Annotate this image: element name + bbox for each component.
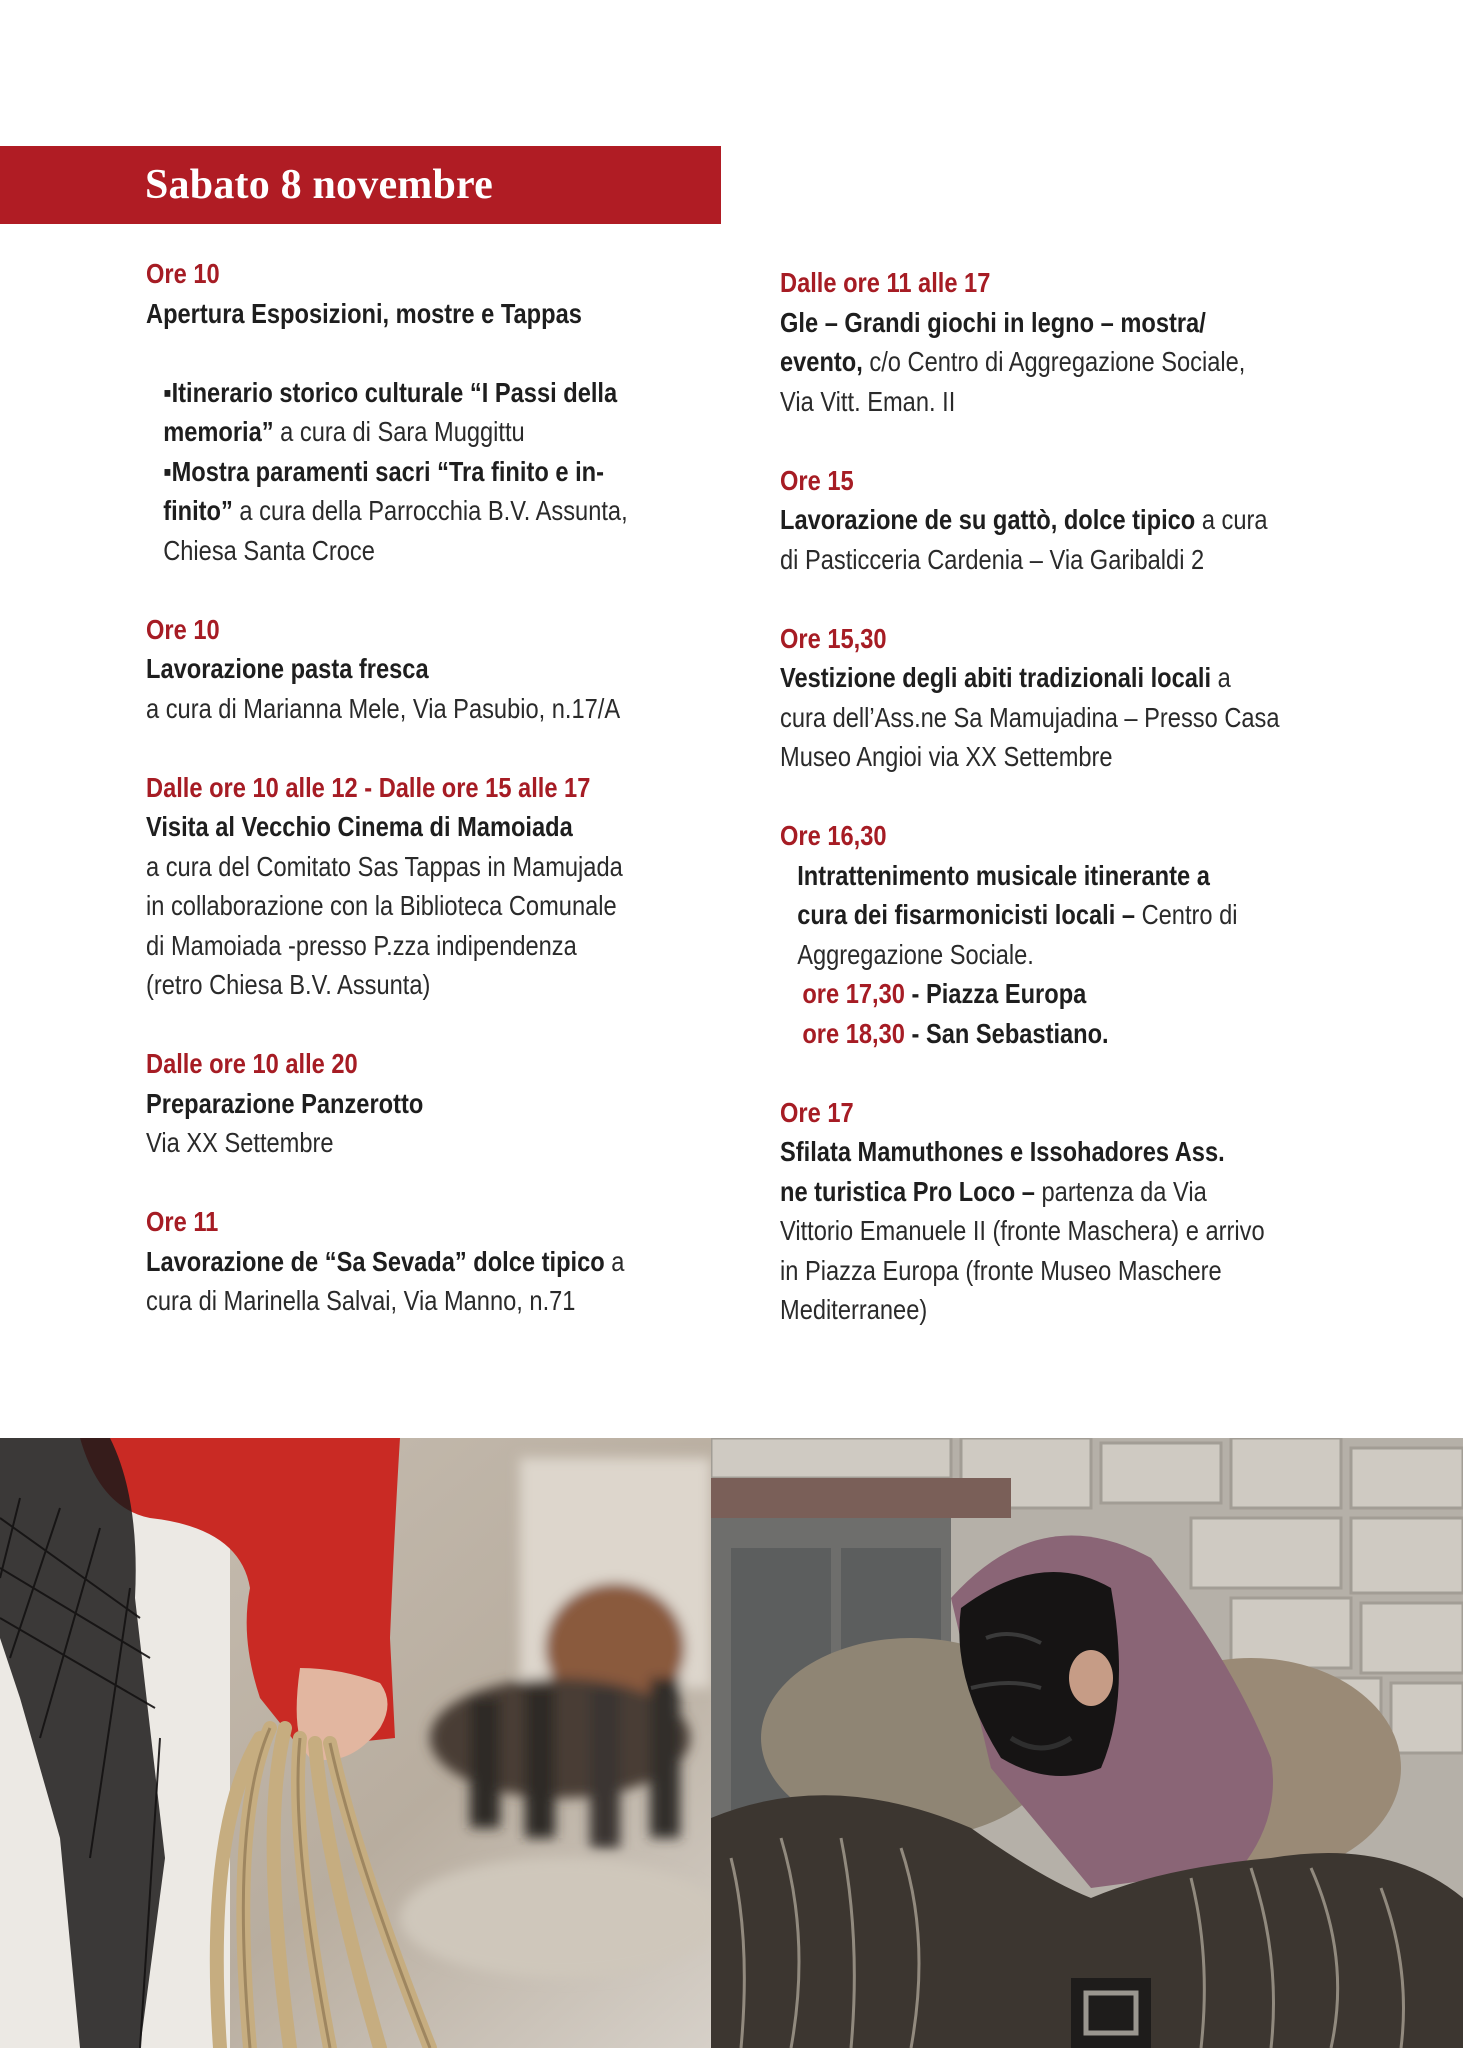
event-item <box>146 768 706 1005</box>
event-title: Vestizione degli abiti tradizionali locali a <box>780 662 1231 693</box>
bullet-item: ▪Mostra paramenti sacri “Tra finito e in- <box>163 455 604 487</box>
event-time: Ore 15 <box>780 464 854 496</box>
photo-mamuthone-mask <box>711 1438 1463 2048</box>
event-item <box>780 619 1340 777</box>
event-item <box>780 1093 1340 1330</box>
event-title: Lavorazione pasta fresca <box>146 653 429 684</box>
photo-rope-costume <box>0 1438 711 2048</box>
event-item <box>780 816 1340 1053</box>
event-item <box>146 1044 706 1163</box>
event-detail: Mediterranee) <box>780 1294 928 1325</box>
event-title: Intrattenimento musicale itinerante a <box>797 859 1210 891</box>
bullet-item-cont: memoria” a cura di Sara Muggittu <box>163 416 525 447</box>
event-item <box>146 254 706 570</box>
event-time: Ore 11 <box>146 1206 219 1237</box>
bullet-item-cont: finito” a cura della Parrocchia B.V. Assunta, <box>163 495 628 526</box>
event-time: Ore 10 <box>146 613 220 645</box>
event-title-cont: ne turistica Pro Loco – partenza da Via <box>780 1175 1207 1207</box>
event-time: Ore 16,30 <box>780 820 887 851</box>
event-time: Dalle ore 11 alle 17 <box>780 267 991 298</box>
sub-stop: ore 17,30 - Piazza Europa <box>802 978 1087 1009</box>
event-title: Preparazione Panzerotto <box>146 1087 424 1119</box>
event-item <box>146 610 706 729</box>
event-detail: Museo Angioi via XX Settembre <box>780 741 1113 772</box>
event-title: Apertura Esposizioni, mostre e Tappas <box>146 297 582 329</box>
event-detail: in collaborazione con la Biblioteca Comunale <box>146 890 617 921</box>
event-item <box>146 1202 706 1321</box>
event-detail: cura dell’Ass.ne Sa Mamujadina – Presso Casa <box>780 701 1280 733</box>
event-detail: Aggregazione Sociale. <box>797 938 1034 970</box>
event-detail: a cura del Comitato Sas Tappas in Mamujada <box>146 850 623 882</box>
event-time: Ore 15,30 <box>780 622 887 654</box>
event-detail: di Pasticceria Cardenia – Via Garibaldi 2 <box>780 543 1205 575</box>
event-item <box>780 263 1340 421</box>
event-title-cont: evento, c/o Centro di Aggregazione Sociale, <box>780 346 1246 377</box>
sub-stop: ore 18,30 - San Sebastiano. <box>802 1017 1109 1049</box>
event-detail: (retro Chiesa B.V. Assunta) <box>146 969 431 1000</box>
event-time: Dalle ore 10 alle 12 - Dalle ore 15 alle 17 <box>146 771 591 803</box>
event-detail: di Mamoiada -presso P.zza indipendenza <box>146 929 577 961</box>
event-title: Lavorazione de “Sa Sevada” dolce tipico a <box>146 1245 625 1277</box>
bullet-item: ▪Itinerario storico culturale “I Passi della <box>163 376 618 408</box>
event-detail: Via XX Settembre <box>146 1127 334 1158</box>
event-title: Lavorazione de su gattò, dolce tipico a cura <box>780 504 1268 535</box>
event-time: Ore 10 <box>146 258 220 289</box>
event-title-cont: cura dei fisarmonicisti locali – Centro di <box>797 899 1238 930</box>
page-title: Sabato 8 novembre <box>145 162 493 208</box>
bullet-item-cont: Chiesa Santa Croce <box>163 534 375 566</box>
left-column <box>146 254 706 1360</box>
event-time: Dalle ore 10 alle 20 <box>146 1048 358 1079</box>
event-time: Ore 17 <box>780 1096 854 1128</box>
event-title: Gle – Grandi giochi in legno – mostra/ <box>780 306 1206 338</box>
event-detail: cura di Marinella Salvai, Via Manno, n.71 <box>146 1285 576 1316</box>
event-item <box>780 461 1340 580</box>
event-detail: Via Vitt. Eman. II <box>780 385 956 417</box>
event-detail: a cura di Marianna Mele, Via Pasubio, n.17/A <box>146 692 621 724</box>
right-column <box>780 263 1340 1369</box>
event-detail: in Piazza Europa (fronte Museo Maschere <box>780 1254 1222 1286</box>
event-detail: Vittorio Emanuele II (fronte Maschera) e arrivo <box>780 1215 1265 1246</box>
event-title: Visita al Vecchio Cinema di Mamoiada <box>146 811 573 842</box>
event-title: Sfilata Mamuthones e Issohadores Ass. <box>780 1136 1225 1167</box>
